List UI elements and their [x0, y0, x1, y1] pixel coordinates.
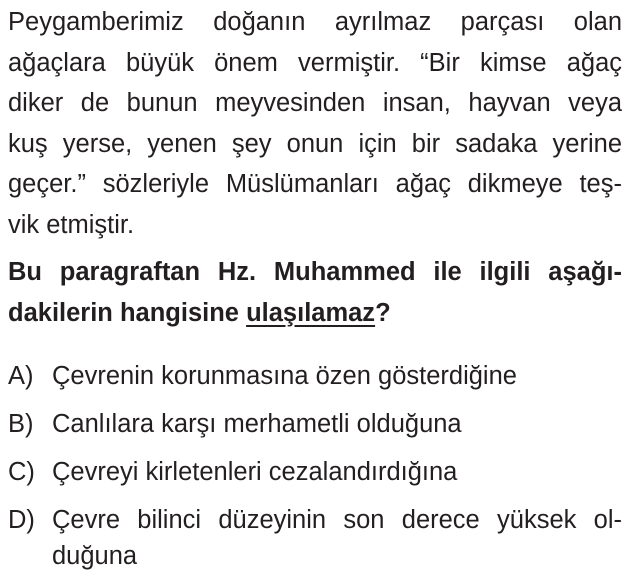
option-c[interactable]: [8, 454, 622, 490]
question-line: [8, 293, 622, 334]
question-text: dakilerin hangisine: [8, 298, 247, 327]
option-text-line: Canlılara karşı merhametli olduğuna: [52, 410, 462, 438]
option-text: [52, 454, 622, 490]
option-letter: B): [8, 410, 34, 438]
question-paragraph: [8, 2, 622, 245]
paragraph-line: kuş yerse, yenen şey onun için bir sadaka yerine: [8, 129, 622, 158]
paragraph-line: Peygamberimiz doğanın ayrılmaz parçası olan: [8, 8, 622, 36]
paragraph-line: geçer.” sözleriyle Müslümanları ağaç dikmeye teş-: [8, 170, 622, 198]
question-emphasis: ulaşılamaz: [246, 298, 376, 327]
answer-options: [8, 358, 622, 586]
option-letter: C): [8, 458, 35, 486]
paragraph-line: ağaçlara büyük önem vermiştir. “Bir kimse ağaç: [8, 48, 622, 77]
option-text: [52, 502, 622, 574]
option-letter: D): [8, 506, 35, 534]
option-text: [52, 406, 622, 442]
question-stem: [8, 252, 622, 333]
option-text-line: duğuna: [52, 542, 138, 570]
paragraph-line: vik etmiştir.: [8, 210, 135, 239]
option-text-line: Çevre bilinci düzeyinin son derece yüksek ol-: [52, 506, 622, 534]
question-mark: ?: [375, 298, 391, 327]
option-text-line: Çevreyi kirletenleri cezalandırdığına: [52, 458, 458, 486]
option-letter: A): [8, 362, 34, 390]
option-a[interactable]: [8, 358, 622, 394]
option-text: [52, 358, 622, 394]
paragraph-line: diker de bunun meyvesinden insan, hayvan veya: [8, 89, 622, 117]
option-b[interactable]: [8, 406, 622, 442]
option-text-line: Çevrenin korunmasına özen gösterdiğine: [52, 362, 517, 390]
question-line: Bu paragraftan Hz. Muhammed ile ilgili aşağı-: [8, 258, 622, 286]
option-d[interactable]: [8, 502, 622, 574]
